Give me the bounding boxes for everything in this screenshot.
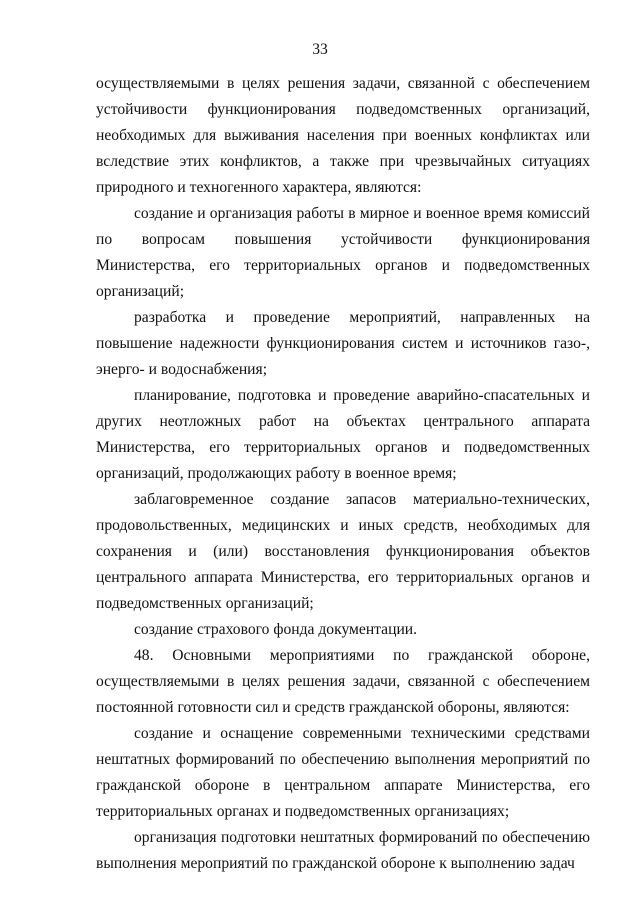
- paragraph-item-48: 48. Основными мероприятиями по гражданской обороне, осуществляемыми в целях решения задачи, связанной с обеспечением постоянной готовности сил и средств гражданской обороны, являются:: [96, 647, 590, 716]
- paragraph-insurance-fund: создание страхового фонда документации.: [134, 621, 418, 638]
- paragraph-continuation: осуществляемыми в целях решения задачи, связанной с обеспечением устойчивости функционирования подведомственных организаций, необходимых для выживания населения при военных конфликтах или вследствие этих конфликтов, а также при чрезвычайных ситуациях природного и техногенного характера, являются:: [96, 75, 590, 196]
- paragraph-commissions: создание и организация работы в мирное и военное время комиссий по вопросам повышения устойчивости функционирования Министерства, его территориальных органов и подведомственных организаций;: [96, 205, 590, 300]
- paragraph-utilities-reliability: разработка и проведение мероприятий, направленных на повышение надежности функционирования систем и источников газо-, энерго- и водоснабжения;: [96, 309, 590, 378]
- document-body: [96, 71, 590, 877]
- paragraph-formations-training: организация подготовки нештатных формирований по обеспечению выполнения мероприятий по гражданской обороне к выполнению задач: [96, 829, 590, 872]
- page-number: 33: [312, 41, 328, 58]
- paragraph-rescue-works: планирование, подготовка и проведение аварийно-спасательных и других неотложных работ на объектах центрального аппарата Министерства, его территориальных органов и подведомственных организаций, продолжающих работу в военное время;: [96, 387, 590, 482]
- paragraph-reserves: заблаговременное создание запасов материально-технических, продовольственных, медицинских и иных средств, необходимых для сохранения и (или) восстановления функционирования объектов центрального аппарата Министерства, его территориальных органов и подведомственных организаций;: [96, 491, 590, 612]
- paragraph-formations-equipment: создание и оснащение современными техническими средствами нештатных формирований по обеспечению выполнения мероприятий по гражданской обороне в центральном аппарате Министерства, его территориальных органах и подведомственных организациях;: [96, 725, 590, 820]
